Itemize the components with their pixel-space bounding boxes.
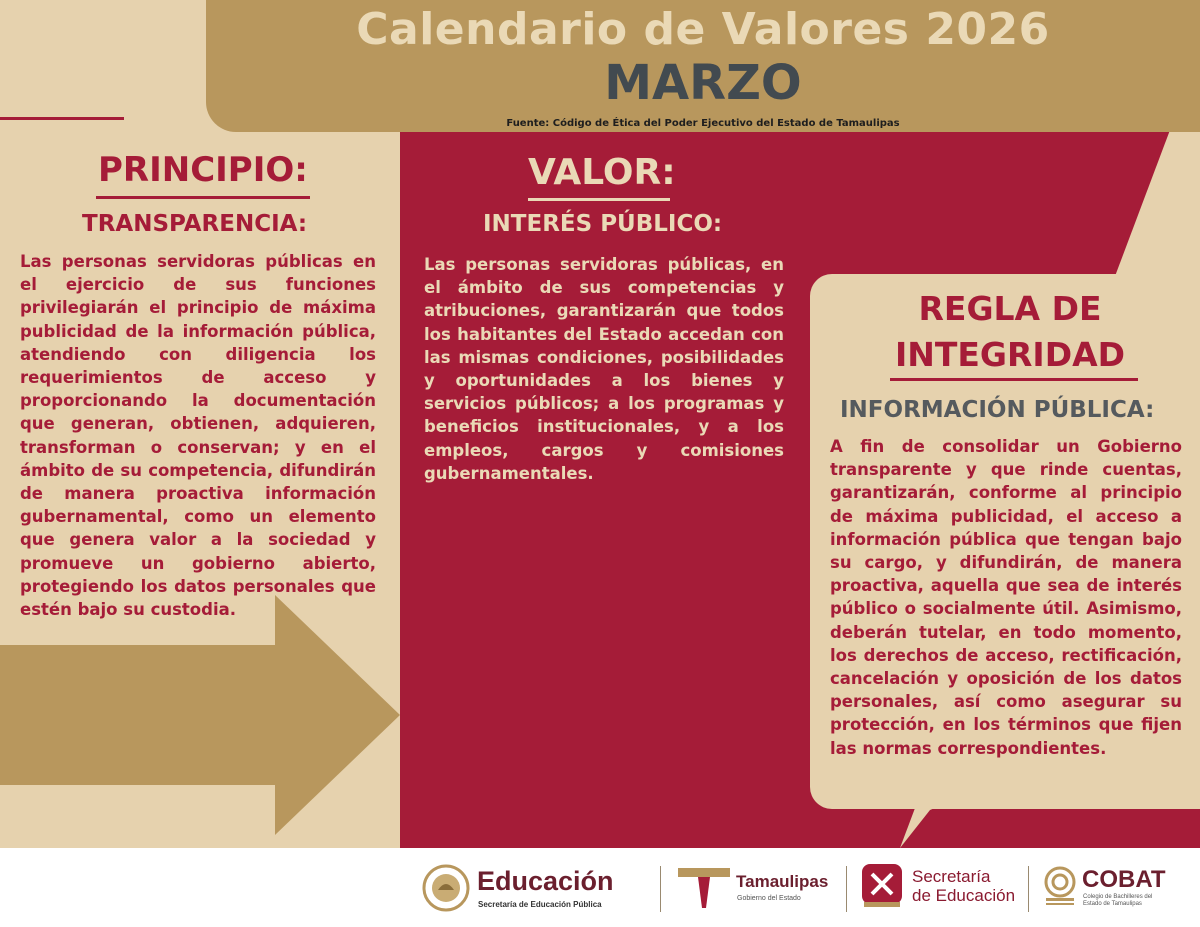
sep-logo-subtitle: Secretaría de Educación Pública [478, 900, 602, 909]
month-title: MARZO [604, 55, 802, 111]
footer-separator [846, 866, 847, 912]
value-heading: VALOR: [528, 152, 676, 193]
sep-seal-icon [422, 864, 470, 912]
secretaria-line1: Secretaría [912, 867, 991, 886]
principle-text: Las personas servidoras públicas en el ejercicio de sus funciones privilegiarán el principio de máxima publicidad de la información pública, atendiendo con diligencia los requerimientos de acceso y proporcionando la documentación que generan, obtienen, adquieren, transforman o conservan; y en el ámbito de su competencia, difundirán de manera proactiva información gubernamental, como un elemento que genera valor a la sociedad y promueve un gobierno abierto, protegiendo los datos personales que estén bajo su custodia. [20, 252, 376, 620]
tamaulipas-logo-subtitle: Gobierno del Estado [737, 895, 801, 902]
principle-heading: PRINCIPIO: [98, 150, 308, 190]
rule-text: A fin de consolidar un Gobierno transparente y que rinde cuentas, garantizarán, conforme al principio de máxima publicidad, el acceso a información pública que tengan bajo su cargo, y difundirán, de manera proactiva, aquella que sea de interés público o socialmente útil. Asimismo, deberán tutelar, en todo momento, los derechos de acceso, rectificación, cancelación y oposición de los datos personales, así como asegurar su protección, en los términos que fijen las normas correspondientes. [830, 437, 1182, 758]
principle-name: TRANSPARENCIA: [82, 211, 308, 237]
sep-logo-title: Educación [477, 866, 614, 896]
footer-separator [1028, 866, 1029, 912]
header-accent-line [0, 117, 124, 120]
cobat-logo-subtitle [1083, 894, 1152, 908]
value-text: Las personas servidoras públicas, en el ámbito de sus competencias y atribuciones, garantizarán que todos los habitantes del Estado accedan con las mismas condiciones, posibilidades y oportunidades a los bienes y servicios públicos; a los programas y beneficios institucionales, y a los empleos, cargos y comisiones gubernamentales. [424, 255, 784, 483]
rule-name: INFORMACIÓN PÚBLICA: [840, 397, 1155, 423]
rule-heading-line1: REGLA DE [918, 289, 1102, 328]
secretaria-line2: de Educación [912, 886, 1016, 905]
principle-underline [96, 196, 310, 199]
rule-heading-line2: INTEGRIDAD [894, 335, 1126, 374]
tamaulipas-logo-title: Tamaulipas [736, 872, 829, 891]
rule-heading [860, 286, 1160, 378]
cobat-logo-title: COBAT [1082, 866, 1166, 893]
cobat-sub-line2: Estado de Tamaulipas [1083, 901, 1142, 907]
tamaulipas-t-icon [676, 864, 732, 910]
value-name: INTERÉS PÚBLICO: [483, 211, 723, 237]
calendar-title: Calendario de Valores 2026 [356, 4, 1050, 55]
cobat-emblem-icon [1042, 866, 1078, 906]
value-underline [528, 198, 670, 201]
source-note: Fuente: Código de Ética del Poder Ejecutivo del Estado de Tamaulipas [506, 118, 900, 129]
footer-separator [660, 866, 661, 912]
cobat-sub-line1: Colegio de Bachilleres del [1083, 894, 1153, 900]
secretaria-educacion-icon [862, 864, 904, 908]
secretaria-educacion-text [912, 867, 1015, 905]
arrow-shape [0, 595, 400, 835]
footer-logos [0, 848, 1200, 927]
rule-underline [890, 378, 1138, 381]
